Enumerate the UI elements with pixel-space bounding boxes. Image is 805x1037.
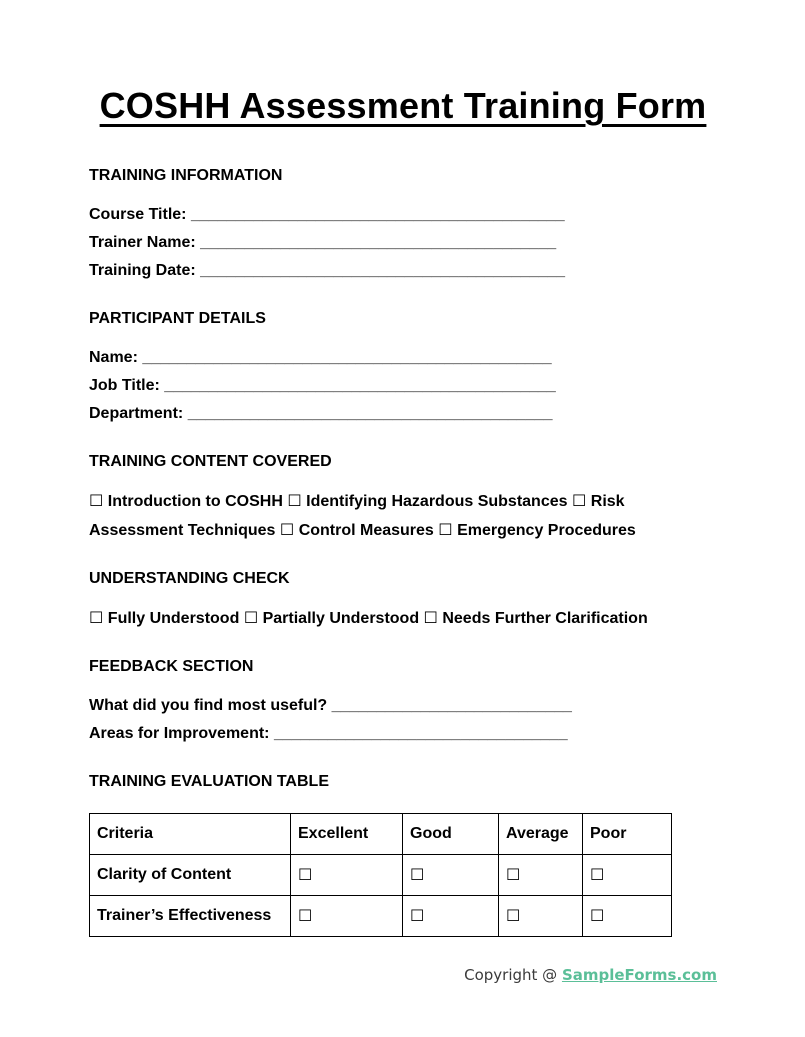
rating-checkbox-excellent[interactable]: ☐ [291,855,403,896]
checkbox-option-partially-understood [244,610,419,627]
checkbox-label: Control Measures [298,522,434,539]
blank-line-areas-for-improvement[interactable]: _________________________________ [273,725,568,742]
copyright-text: Copyright @ [464,966,558,984]
blank-line-course-title[interactable]: __________________________________________ [190,206,565,223]
field-row-job-title [89,372,717,400]
field-row-training-date [89,257,717,285]
checkbox-icon[interactable]: ☐ [571,491,587,510]
checkbox-label: Identifying Hazardous Substances [306,493,568,510]
checkbox-option-emergency-procedures [438,522,636,539]
field-label-course-title: Course Title: [89,206,187,223]
rating-checkbox-good[interactable]: ☐ [403,855,499,896]
section-heading-content-covered: TRAINING CONTENT COVERED [89,453,332,470]
checkbox-option-identifying-hazardous-substances [287,493,567,510]
blank-line-job-title[interactable]: ____________________________________________ [164,377,556,394]
field-row-department [89,400,717,428]
criteria-cell: Clarity of Content [90,855,291,896]
table-header-criteria: Criteria [90,814,291,855]
section-heading-understanding-check: UNDERSTANDING CHECK [89,570,290,587]
document-page [0,86,805,1037]
rating-checkbox-poor[interactable]: ☐ [583,855,672,896]
checkbox-label: Fully Understood [107,610,240,627]
field-row-name [89,344,717,372]
checkbox-label: Needs Further Clarification [442,610,648,627]
table-header-poor: Poor [583,814,672,855]
table-row [90,896,672,937]
checkbox-label: Risk Assessment Techniques [89,493,625,539]
section-heading-evaluation-table: TRAINING EVALUATION TABLE [89,773,329,790]
form-title: COSHH Assessment Training Form [99,85,707,126]
page-footer [89,963,717,987]
table-header-row [90,814,672,855]
blank-line-name[interactable]: ______________________________________________ [142,349,552,366]
checkbox-icon[interactable]: ☐ [287,491,302,510]
checkbox-icon[interactable]: ☐ [279,520,295,539]
rating-checkbox-average[interactable]: ☐ [499,855,583,896]
field-label-trainer-name: Trainer Name: [89,234,196,251]
understanding-check-options [89,604,689,633]
field-label-job-title: Job Title: [89,377,160,394]
field-row-most-useful [89,692,717,720]
checkbox-label: Emergency Procedures [457,522,636,539]
field-label-training-date: Training Date: [89,262,196,279]
field-row-course-title [89,201,717,229]
checkbox-icon[interactable]: ☐ [243,608,259,627]
blank-line-training-date[interactable]: _________________________________________ [200,262,565,279]
rating-checkbox-good[interactable]: ☐ [403,896,499,937]
section-heading-training-information: TRAINING INFORMATION [89,167,283,184]
rating-checkbox-poor[interactable]: ☐ [583,896,672,937]
checkbox-icon[interactable]: ☐ [423,608,438,627]
field-label-areas-for-improvement: Areas for Improvement: [89,725,270,742]
checkbox-icon[interactable]: ☐ [89,608,104,627]
blank-line-most-useful[interactable]: ___________________________ [331,697,572,714]
field-label-department: Department: [89,405,184,422]
blank-line-department[interactable]: _________________________________________ [187,405,553,422]
field-label-most-useful: What did you find most useful? [89,697,328,714]
checkbox-icon[interactable]: ☐ [89,491,104,510]
checkbox-option-fully-understood [89,610,239,627]
blank-line-trainer-name[interactable]: ________________________________________ [200,234,557,251]
checkbox-option-introduction-to-coshh [89,493,283,510]
checkbox-label: Partially Understood [262,610,420,627]
table-header-average: Average [499,814,583,855]
content-covered-options [89,487,689,545]
field-row-areas-for-improvement [89,720,717,748]
footer-link[interactable]: SampleForms.com [561,966,717,984]
criteria-cell: Trainer’s Effectiveness [90,896,291,937]
table-header-good: Good [403,814,499,855]
training-information-fields [89,201,717,285]
table-header-excellent: Excellent [291,814,403,855]
checkbox-option-needs-further-clarification [424,610,648,627]
checkbox-icon[interactable]: ☐ [438,520,453,539]
section-heading-participant-details: PARTICIPANT DETAILS [89,310,266,327]
checkbox-option-control-measures [280,522,434,539]
section-heading-feedback: FEEDBACK SECTION [89,658,254,675]
participant-details-fields [89,344,717,428]
table-row [90,855,672,896]
rating-checkbox-average[interactable]: ☐ [499,896,583,937]
field-row-trainer-name [89,229,717,257]
field-label-name: Name: [89,349,138,366]
rating-checkbox-excellent[interactable]: ☐ [291,896,403,937]
checkbox-label: Introduction to COSHH [107,493,283,510]
feedback-fields [89,692,717,748]
evaluation-table [89,813,672,937]
